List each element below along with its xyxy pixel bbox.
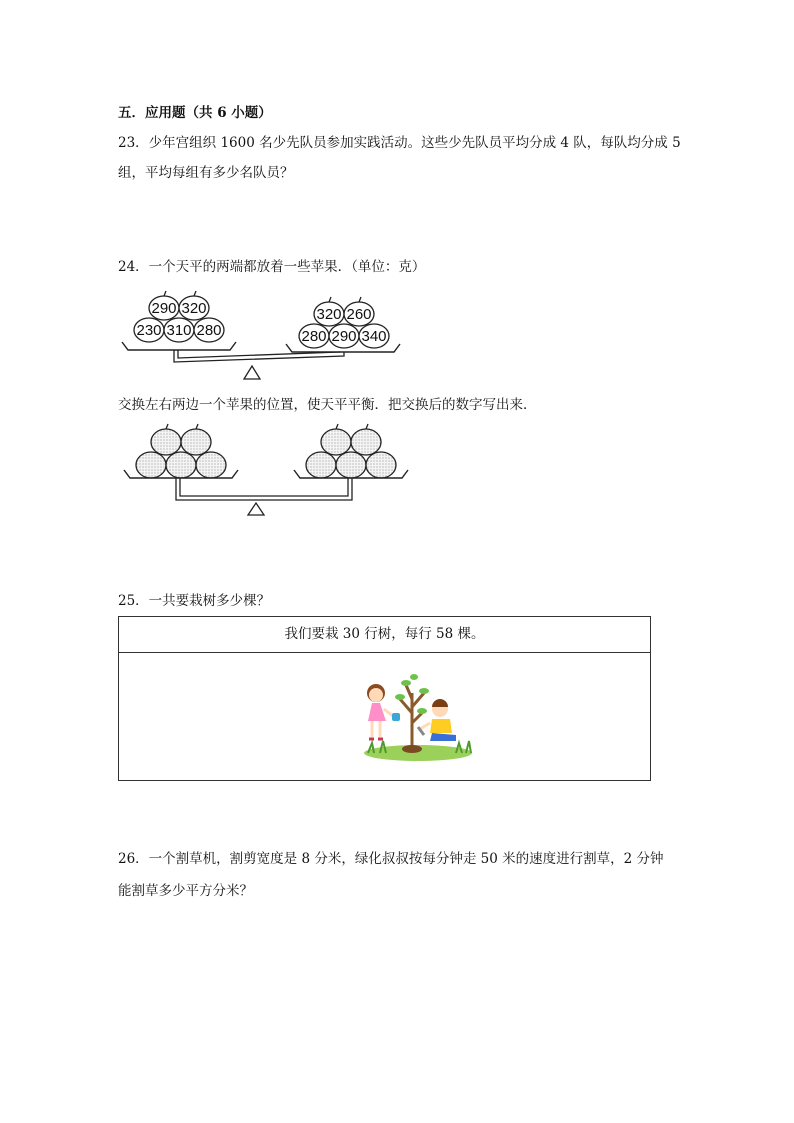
balance-empty <box>118 424 408 516</box>
left-apple-group <box>136 424 226 478</box>
apple-icon <box>196 452 226 478</box>
apple-value: 340 <box>361 328 387 345</box>
left-pan <box>122 342 236 350</box>
question-26-line-2: 能割草多少平方分米？ <box>118 883 253 899</box>
apple-value: 230 <box>136 322 162 339</box>
apple-icon <box>321 424 351 455</box>
children-planting-tree-illustration <box>360 663 476 763</box>
apple-icon <box>151 424 181 455</box>
apple-icon <box>366 452 396 478</box>
apple-icon <box>306 452 336 478</box>
apple-value: 320 <box>316 306 342 323</box>
question-26-line-1: 26．一个割草机，割剪宽度是 8 分米，绿化叔叔按每分钟走 50 米的速度进行割草，2 分钟 <box>118 851 664 867</box>
question-24-instruction: 交换左右两边一个苹果的位置，使天平平衡．把交换后的数字写出来． <box>118 397 537 413</box>
section-title: 五．应用题（共 6 小题） <box>118 105 272 121</box>
apple-value: 290 <box>331 328 357 345</box>
balance-with-numbers <box>118 290 408 382</box>
left-apple-group <box>134 291 224 342</box>
fulcrum-icon <box>244 366 260 379</box>
right-apple-group <box>299 297 389 348</box>
apple-value: 280 <box>301 328 327 345</box>
apple-value: 290 <box>151 300 177 317</box>
question-23-line-1: 23．少年宫组织 1600 名少先队员参加实践活动。这些少先队员平均分成 4 队，每队均分成 5 <box>118 135 681 151</box>
apple-value: 280 <box>196 322 222 339</box>
question-25-box-text: 我们要栽 30 行树，每行 58 棵。 <box>119 617 650 653</box>
apple-value: 320 <box>181 300 207 317</box>
apple-icon <box>166 452 196 478</box>
question-24-text: 24．一个天平的两端都放着一些苹果．（单位：克） <box>118 259 426 275</box>
question-23-line-2: 组，平均每组有多少名队员？ <box>118 165 294 181</box>
balance-beam <box>176 478 352 500</box>
apple-icon <box>136 452 166 478</box>
apple-value: 260 <box>346 306 372 323</box>
right-apple-group <box>306 424 396 478</box>
fulcrum-icon <box>248 503 264 515</box>
question-25-box <box>118 616 651 781</box>
question-25-text: 25．一共要栽树多少棵？ <box>118 593 271 609</box>
apple-icon <box>351 424 381 455</box>
apple-icon <box>181 424 211 455</box>
apple-icon <box>336 452 366 478</box>
apple-value: 310 <box>166 322 192 339</box>
